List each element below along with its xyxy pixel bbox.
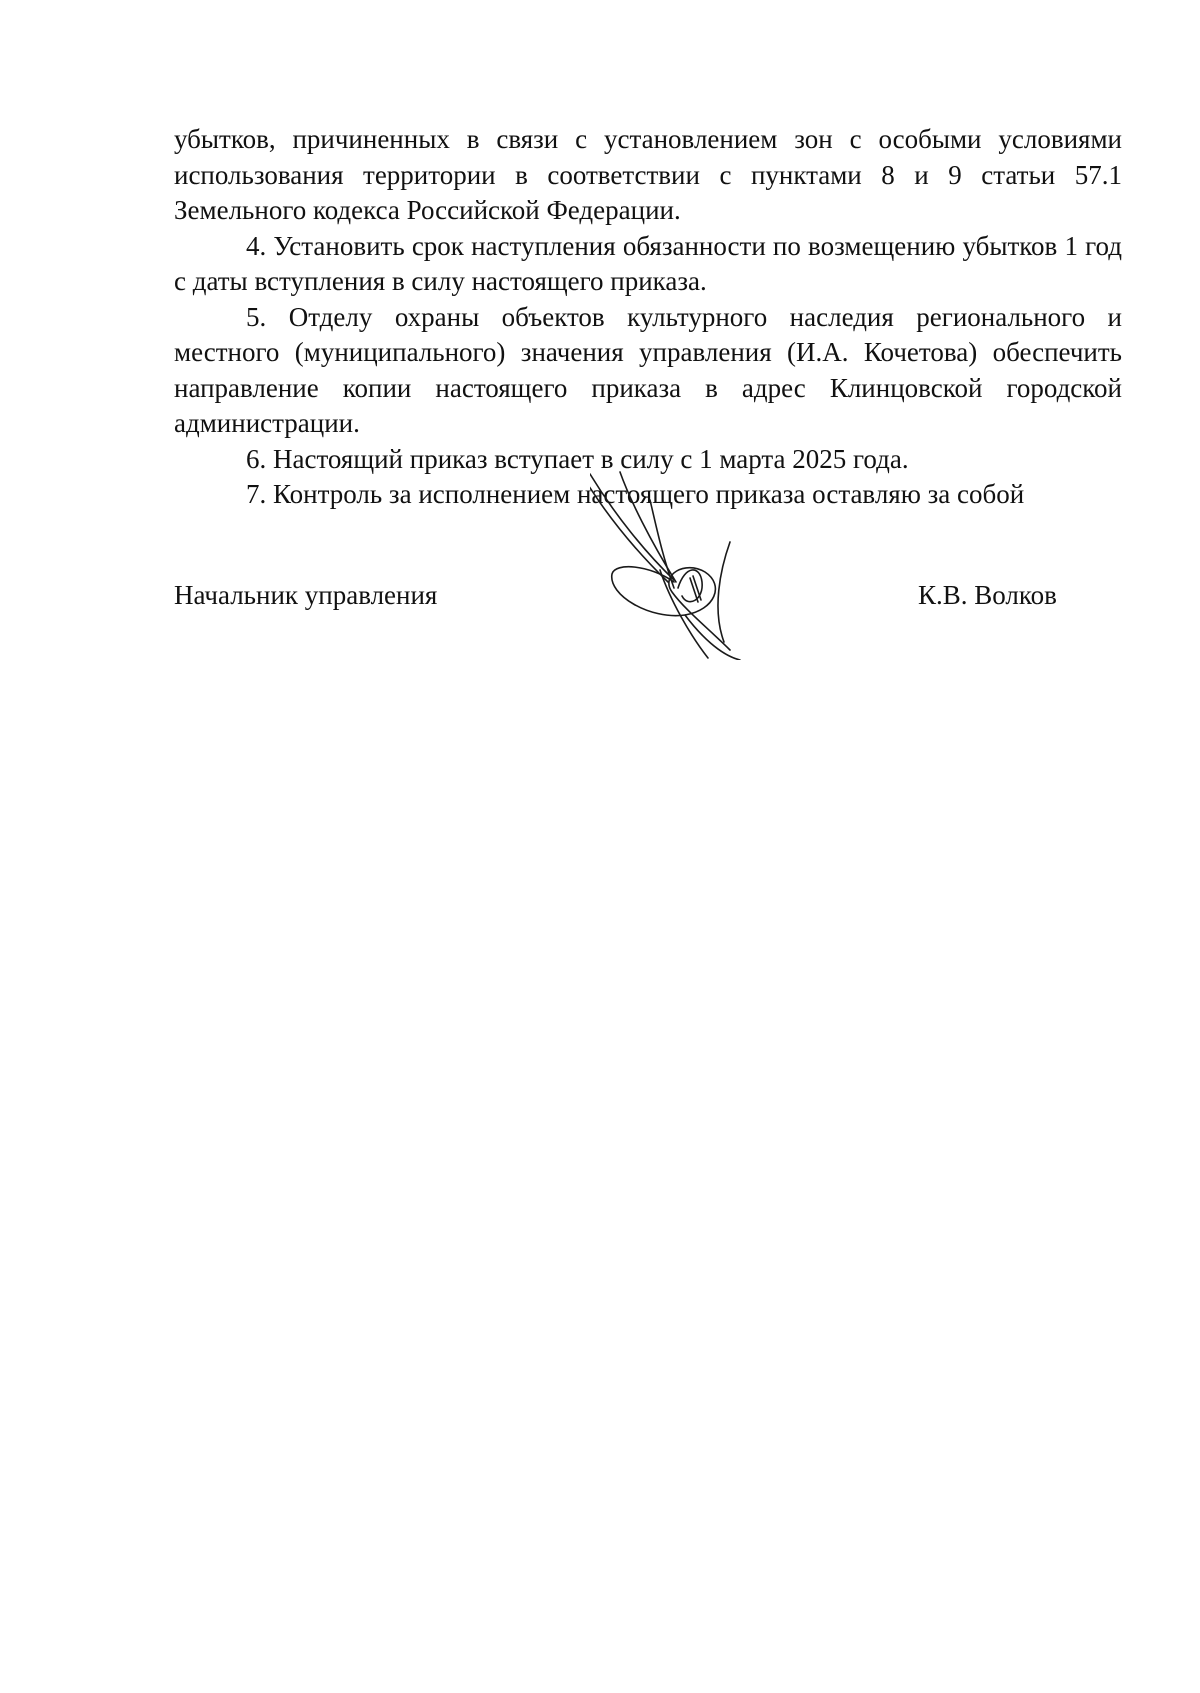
- paragraph-item-7: 7. Контроль за исполнением настоящего приказа оставляю за собой: [246, 479, 1025, 509]
- signature-block: [174, 575, 1122, 615]
- paragraph-item-4: 4. Установить срок наступления обязанности по возмещению убытков 1 год с даты вступления в силу настоящего приказа.: [174, 230, 1122, 296]
- paragraph-item-5: 5. Отделу охраны объектов культурного наследия регионального и местного (муниципального) значения управления (И.А. Кочетова) обеспечить направление копии настоящего приказа в адрес Клинцовской городской администрации.: [174, 301, 1122, 438]
- handwritten-signature: [590, 470, 770, 660]
- signatory-position: Начальник управления: [174, 580, 438, 610]
- paragraph-continuation: убытков, причиненных в связи с установлением зон с особыми условиями использования территории в соответствии с пунктами 8 и 9 статьи 57.1 Земельного кодекса Российской Федерации.: [174, 124, 1122, 225]
- paragraph-item-6: 6. Настоящий приказ вступает в силу с 1 марта 2025 года.: [246, 443, 909, 474]
- signatory-name: К.В. Волков: [918, 580, 1057, 610]
- document-body: [174, 122, 1122, 513]
